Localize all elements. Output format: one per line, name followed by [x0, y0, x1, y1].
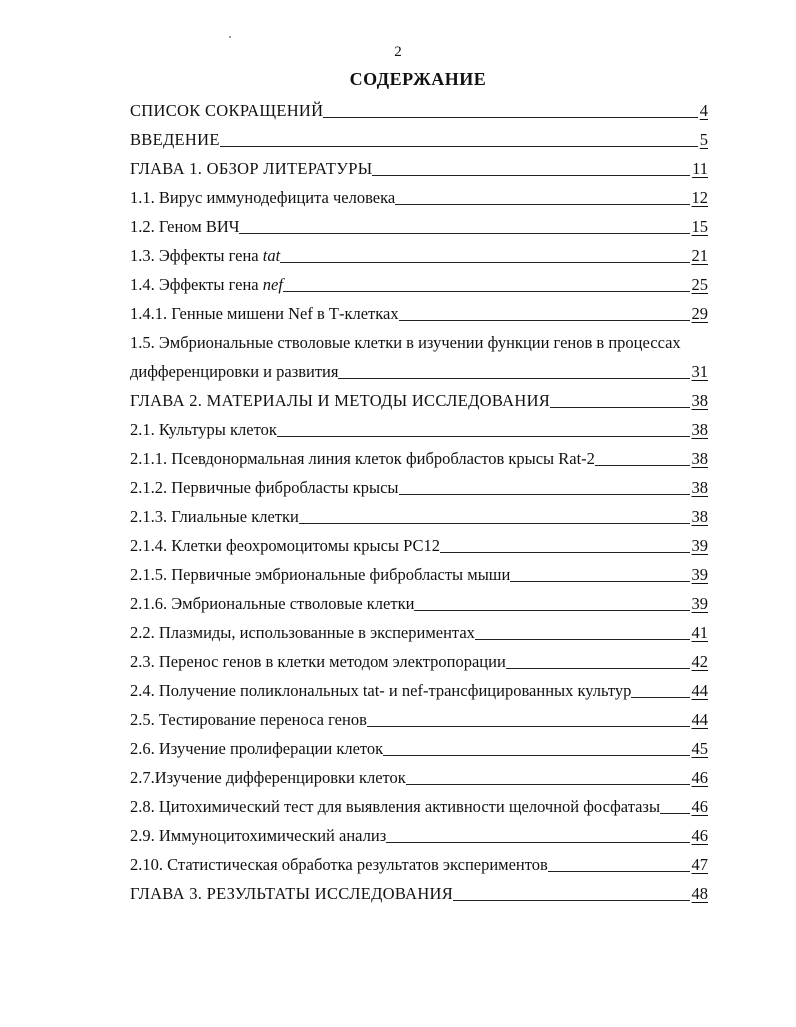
- toc-entry: [0, 765, 796, 794]
- toc-entry-page-number: 45: [691, 739, 708, 758]
- toc-entry-title: [130, 304, 399, 324]
- toc-entry-line: [130, 562, 708, 591]
- toc-entry: [0, 504, 796, 533]
- toc-entry-title-text: ГЛАВА 1. ОБЗОР ЛИТЕРАТУРЫ: [130, 159, 373, 178]
- toc-entry-title: [130, 159, 372, 179]
- toc-entry-title-text: 2.4. Получение поликлональных tat- и nef-трансфицированных культур: [130, 681, 632, 700]
- toc-entry-line: [130, 272, 708, 301]
- toc-entry-page-number: 4: [699, 101, 708, 120]
- toc-entry-title-text: ГЛАВА 2. МАТЕРИАЛЫ И МЕТОДЫ ИССЛЕДОВАНИЯ: [130, 391, 551, 410]
- toc-entry: [0, 185, 796, 214]
- toc-entry-line: [130, 243, 708, 272]
- toc-entry-title-text: ВВЕДЕНИЕ: [130, 130, 220, 149]
- toc-entry-page-number: 44: [691, 681, 708, 700]
- toc-entry-title-text: 1.1. Вирус иммунодефицита человека: [130, 188, 396, 207]
- toc-entry-line: [130, 98, 708, 127]
- toc-leader-line: [372, 175, 690, 176]
- toc-entry-page-number: 29: [691, 304, 708, 323]
- toc-entry-line: [130, 765, 708, 794]
- toc-entry-page-number: 38: [691, 507, 708, 526]
- toc-entry-title: [130, 739, 383, 759]
- toc-entry-title-text: 2.6. Изучение пролиферации клеток: [130, 739, 384, 758]
- toc-entry-title-text: дифференцировки и развития: [130, 362, 339, 381]
- toc-entry-title-text: 2.7.Изучение дифференцировки клеток: [130, 768, 406, 787]
- toc-entry-title: [130, 275, 283, 295]
- toc-entry-title-text: 1.4.1. Генные мишени Nef в Т-клетках: [130, 304, 399, 323]
- toc-leader-line: [399, 494, 690, 495]
- toc-entry-title: [130, 188, 395, 208]
- toc-entry-page-number: 11: [692, 159, 708, 178]
- toc-entry-title: [130, 478, 399, 498]
- toc-entry: [0, 475, 796, 504]
- toc-entry-line: [130, 214, 708, 243]
- toc-leader-line: [367, 726, 690, 727]
- toc-entry-title-line1: 1.5. Эмбриональные стволовые клетки в изучении функции генов в процессах: [130, 333, 681, 352]
- toc-entry-line: [130, 127, 708, 156]
- toc-entry: [0, 852, 796, 881]
- toc-entry-page-number: 38: [691, 478, 708, 497]
- toc-entry-title-text: СПИСОК СОКРАЩЕНИЙ: [130, 101, 324, 120]
- toc-entry: [0, 446, 796, 475]
- toc-entry: [0, 794, 796, 823]
- toc-entry-title: [130, 217, 239, 237]
- toc-entry-title-text: 1.4. Эффекты гена: [130, 275, 263, 294]
- toc-leader-line: [386, 842, 689, 843]
- toc-leader-line: [595, 465, 690, 466]
- toc-entry: [0, 562, 796, 591]
- toc-leader-line: [453, 900, 689, 901]
- toc-entry-title: [130, 652, 506, 672]
- toc-entry-line: [130, 185, 708, 214]
- toc-leader-line: [550, 407, 689, 408]
- toc-leader-line: [280, 262, 689, 263]
- toc-entry-page-number: 31: [691, 362, 708, 381]
- toc-entry-title: [130, 884, 453, 904]
- toc-entry: [0, 214, 796, 243]
- toc-entry: [0, 127, 796, 156]
- toc-leader-line: [548, 871, 690, 872]
- toc-entry-line: [130, 881, 708, 910]
- toc-entry-page-number: 46: [691, 768, 708, 787]
- toc-entry: [0, 156, 796, 185]
- toc-entry-page-number: 41: [691, 623, 708, 642]
- toc-entry-line: [130, 504, 708, 533]
- toc-entry-page-number: 39: [691, 536, 708, 555]
- toc-entry: [0, 330, 796, 388]
- toc-entry-title: [130, 101, 323, 121]
- toc-entry-title: [130, 681, 631, 701]
- toc-entry-line: [130, 852, 708, 881]
- toc-entry: [0, 272, 796, 301]
- toc-entry-title: [130, 826, 386, 846]
- toc-entry: [0, 417, 796, 446]
- toc-entry-title-text: 2.1.2. Первичные фибробласты крысы: [130, 478, 399, 497]
- toc-entry: [0, 823, 796, 852]
- toc-title: СОДЕРЖАНИЕ: [349, 69, 487, 89]
- scan-speck: [229, 36, 231, 38]
- toc-entry-title-text: 2.1.3. Глиальные клетки: [130, 507, 299, 526]
- toc-entry-page-number: 39: [691, 594, 708, 613]
- toc-leader-line: [220, 146, 698, 147]
- toc-entry-line: [130, 649, 708, 678]
- toc-entry-page-number: 38: [691, 449, 708, 468]
- toc-leader-line: [440, 552, 690, 553]
- toc-entry: [0, 678, 796, 707]
- toc-entry-title: [130, 565, 510, 585]
- toc-entry-title: [130, 420, 277, 440]
- toc-entry-page-number: 44: [691, 710, 708, 729]
- toc-entry-page-number: 46: [691, 826, 708, 845]
- toc-entry-title: [130, 130, 220, 150]
- toc-entry-title: [130, 855, 548, 875]
- toc-entry-page-number: 39: [691, 565, 708, 584]
- toc-entry-page-number: 42: [691, 652, 708, 671]
- toc-entry-title-text: 2.1.4. Клетки феохромоцитомы крысы РС12: [130, 536, 440, 555]
- toc-leader-line: [338, 378, 689, 379]
- toc-entry-page-number: 15: [691, 217, 708, 236]
- toc-entry-page-number: 38: [691, 391, 708, 410]
- toc-entry-page-number: 5: [699, 130, 708, 149]
- toc-entry-line: [130, 736, 708, 765]
- toc-entry-line: [130, 446, 708, 475]
- toc-entry-line: [130, 620, 708, 649]
- toc-entry-title-italic: nef: [262, 275, 283, 294]
- toc-entry-title-text: 2.10. Статистическая обработка результатов экспериментов: [130, 855, 548, 874]
- toc-entry-title-text: 2.8. Цитохимический тест для выявления активности щелочной фосфатазы: [130, 797, 661, 816]
- toc-entry-title: [130, 594, 414, 614]
- toc-leader-line: [414, 610, 689, 611]
- toc-entry-title-text: 2.1. Культуры клеток: [130, 420, 277, 439]
- toc-entry-title-italic: tat: [262, 246, 281, 265]
- toc-leader-line: [277, 436, 690, 437]
- toc-entry-line: [130, 388, 708, 417]
- toc-entry-title: [130, 391, 550, 411]
- toc-entry-line: [130, 359, 708, 388]
- toc-entry-title-text: 2.1.6. Эмбриональные стволовые клетки: [130, 594, 415, 613]
- toc-entry: [0, 649, 796, 678]
- toc-entry-title: [130, 449, 595, 469]
- toc-entry-title: [130, 623, 475, 643]
- toc-entry-title: [130, 797, 660, 817]
- table-of-contents: [0, 98, 796, 910]
- toc-leader-line: [399, 320, 690, 321]
- toc-entry-line: [130, 707, 708, 736]
- toc-entry-page-number: 38: [691, 420, 708, 439]
- toc-entry-title: [130, 768, 406, 788]
- toc-leader-line: [631, 697, 689, 698]
- toc-entry-title-text: 2.2. Плазмиды, использованные в экспериментах: [130, 623, 475, 642]
- toc-entry-title: [130, 710, 367, 730]
- toc-leader-line: [239, 233, 689, 234]
- toc-entry-line: [130, 823, 708, 852]
- toc-entry-page-number: 21: [691, 246, 708, 265]
- toc-entry-title-text: 2.9. Иммуноцитохимический анализ: [130, 826, 387, 845]
- toc-leader-line: [283, 291, 690, 292]
- toc-entry-page-number: 12: [691, 188, 708, 207]
- toc-entry: [0, 301, 796, 330]
- toc-entry-title: [130, 246, 280, 266]
- toc-entry: [0, 736, 796, 765]
- toc-entry-line: [130, 475, 708, 504]
- toc-entry: [0, 881, 796, 910]
- toc-entry-title-text: 2.5. Тестирование переноса генов: [130, 710, 367, 729]
- toc-entry-title-text: ГЛАВА 3. РЕЗУЛЬТАТЫ ИССЛЕДОВАНИЯ: [130, 884, 454, 903]
- toc-leader-line: [406, 784, 690, 785]
- toc-entry: [0, 388, 796, 417]
- toc-entry-line: [130, 591, 708, 620]
- toc-entry: [0, 620, 796, 649]
- toc-entry: [0, 243, 796, 272]
- toc-entry-page-number: 46: [691, 797, 708, 816]
- toc-entry: [0, 707, 796, 736]
- toc-leader-line: [395, 204, 689, 205]
- toc-leader-line: [299, 523, 690, 524]
- toc-leader-line: [475, 639, 690, 640]
- toc-entry: [0, 591, 796, 620]
- toc-leader-line: [323, 117, 697, 118]
- toc-entry-line: [130, 417, 708, 446]
- toc-entry: [0, 98, 796, 127]
- toc-entry-page-number: 47: [691, 855, 708, 874]
- page-number: 2: [394, 44, 402, 60]
- toc-entry-line: [130, 533, 708, 562]
- toc-entry-line: [130, 678, 708, 707]
- toc-entry-title: [130, 507, 299, 527]
- toc-entry-title-text: 2.3. Перенос генов в клетки методом электропорации: [130, 652, 506, 671]
- toc-entry-line: [130, 156, 708, 185]
- toc-entry-title-text: 1.2. Геном ВИЧ: [130, 217, 240, 236]
- toc-entry-title: [130, 536, 440, 556]
- toc-entry-page-number: 48: [691, 884, 708, 903]
- toc-entry: [0, 533, 796, 562]
- toc-leader-line: [383, 755, 689, 756]
- toc-leader-line: [660, 813, 689, 814]
- toc-entry-title-text: 1.3. Эффекты гена: [130, 246, 263, 265]
- toc-leader-line: [506, 668, 690, 669]
- toc-entry-title-text: 2.1.1. Псевдонормальная линия клеток фибробластов крысы Rat-2: [130, 449, 595, 468]
- toc-leader-line: [510, 581, 689, 582]
- toc-entry-line: [130, 301, 708, 330]
- toc-entry-title: [130, 362, 338, 382]
- toc-entry-page-number: 25: [691, 275, 708, 294]
- toc-entry-title-text: 2.1.5. Первичные эмбриональные фибробласты мыши: [130, 565, 511, 584]
- toc-entry-line: [130, 794, 708, 823]
